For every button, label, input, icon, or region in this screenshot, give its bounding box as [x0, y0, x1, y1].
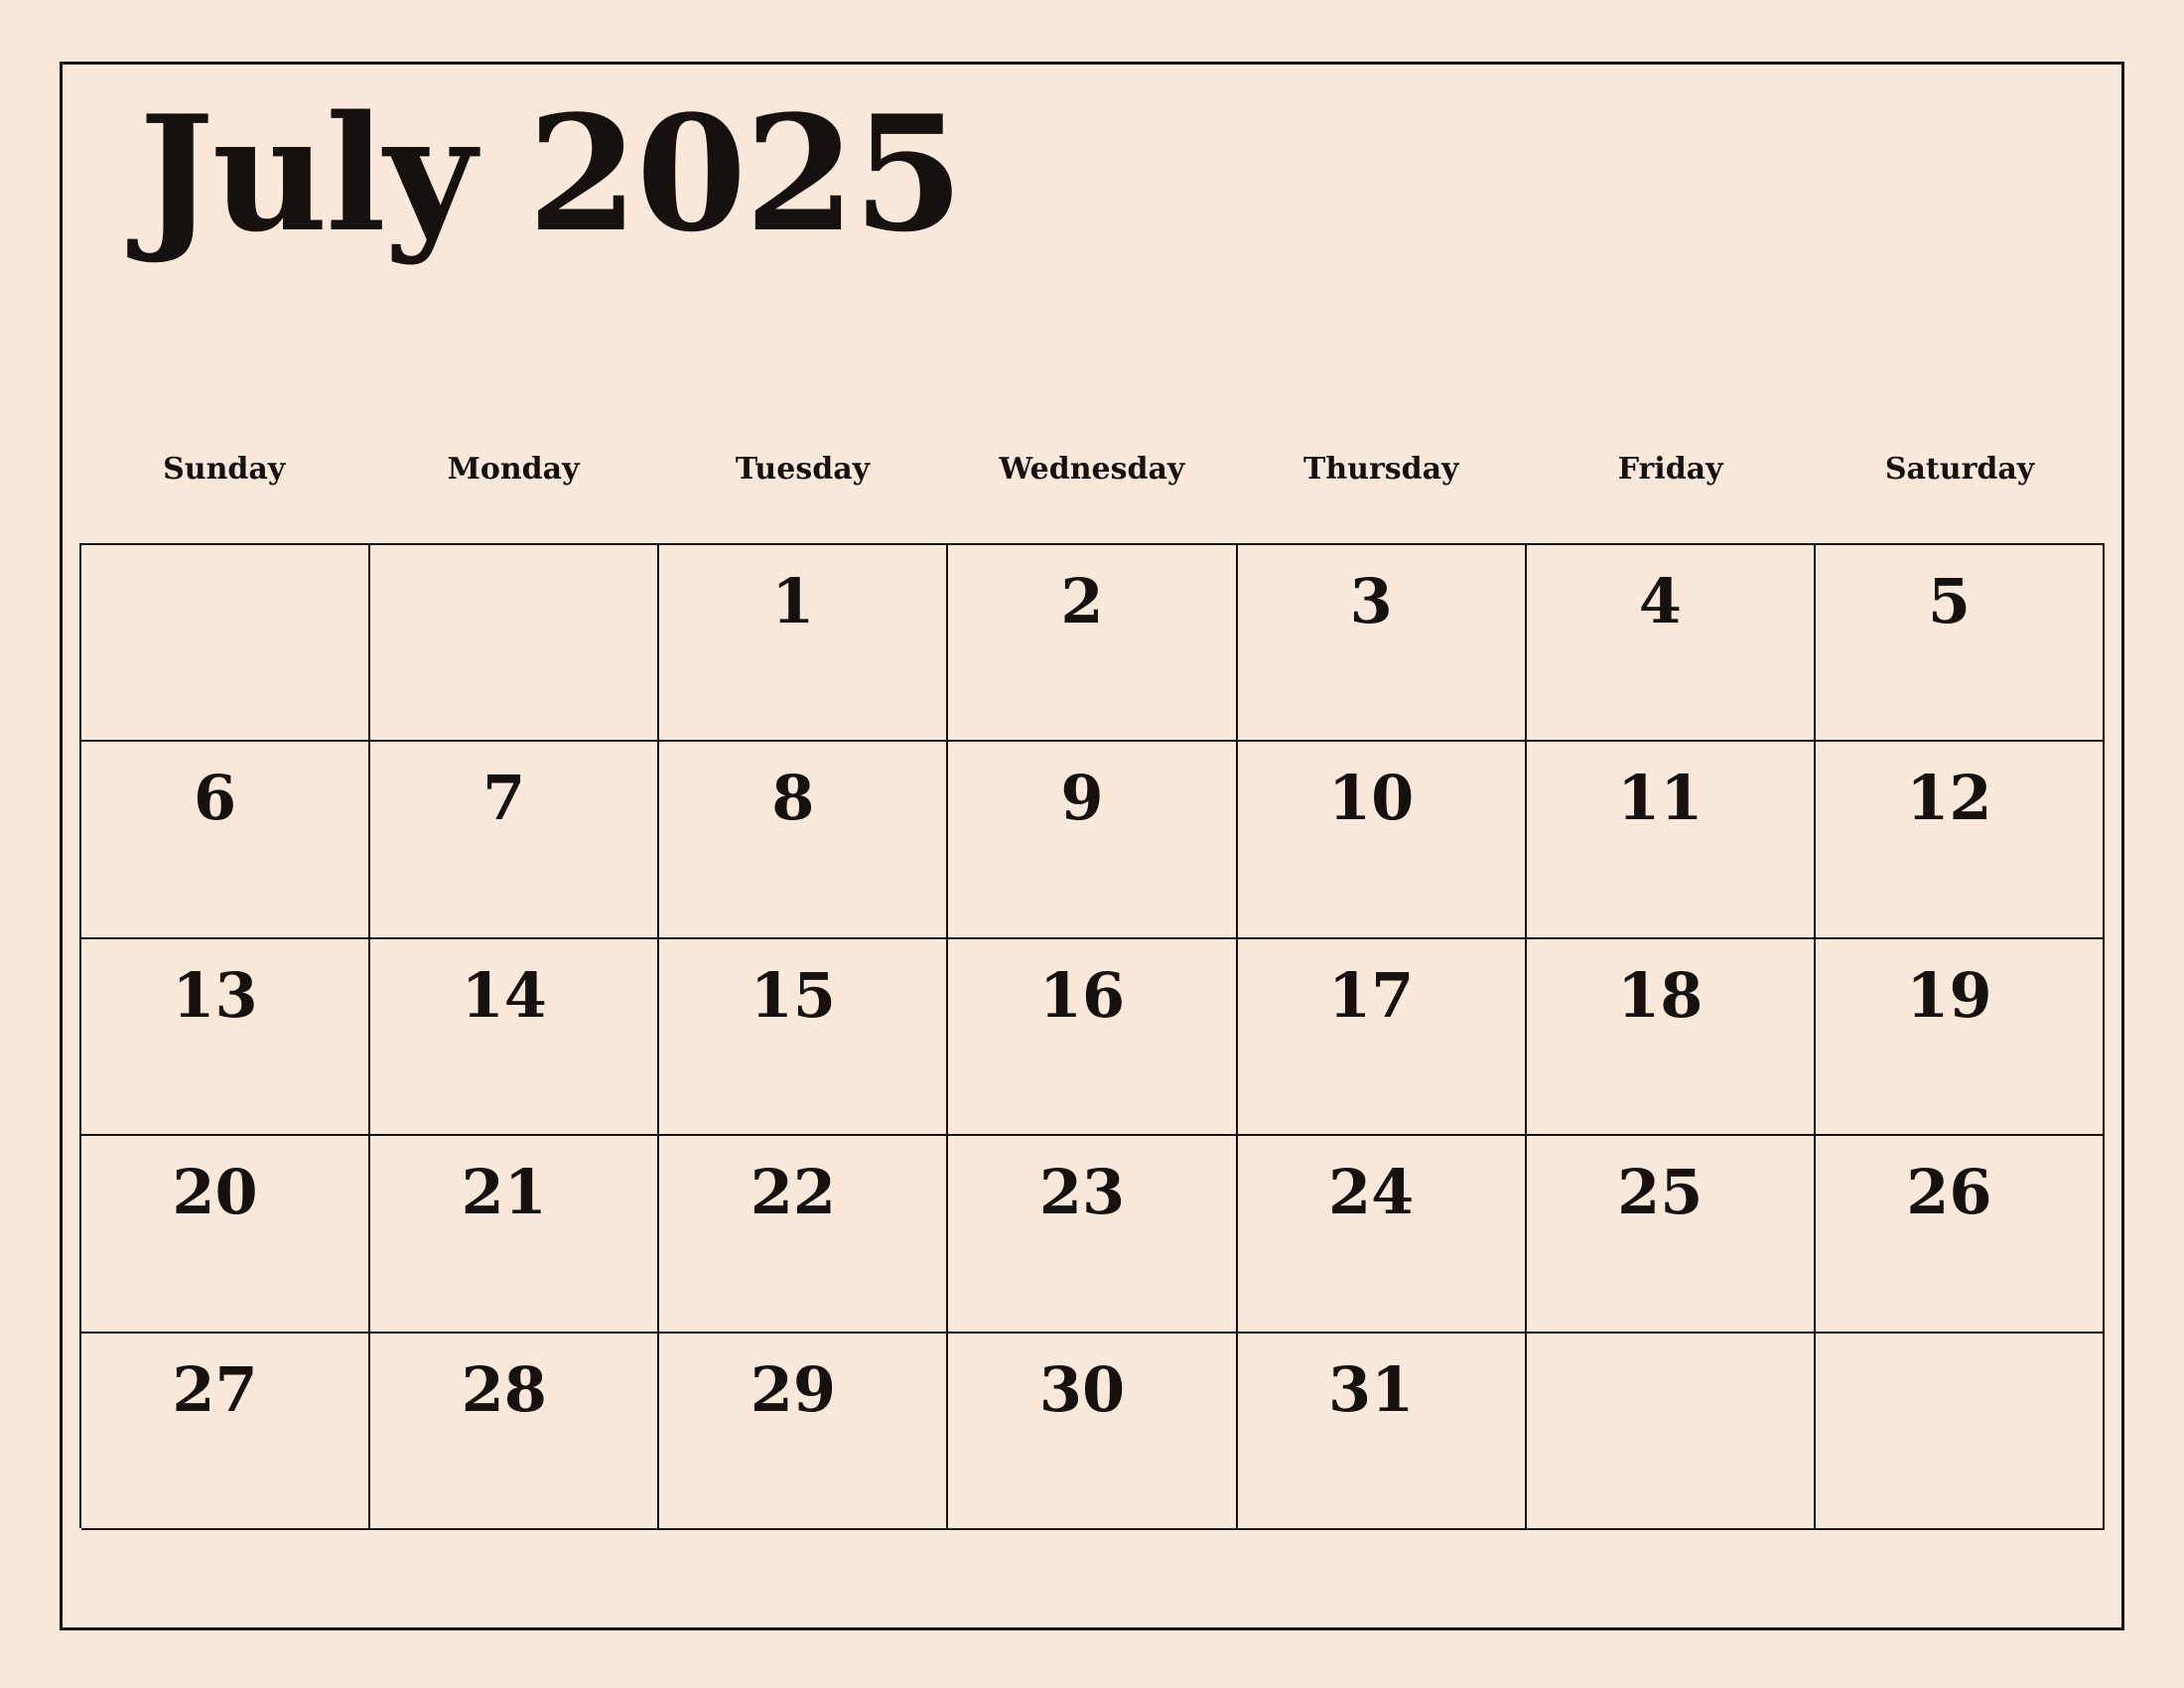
day-cell[interactable]	[370, 939, 659, 1136]
day-number: 5	[1927, 565, 1971, 637]
day-cell[interactable]	[1238, 742, 1527, 938]
day-cell[interactable]	[370, 742, 659, 938]
day-cell[interactable]	[659, 1136, 948, 1333]
day-cell[interactable]	[1816, 545, 2105, 742]
day-number: 25	[1617, 1156, 1704, 1229]
day-number: 29	[750, 1352, 836, 1426]
day-number: 8	[771, 762, 815, 835]
day-number: 18	[1617, 958, 1704, 1032]
day-cell[interactable]	[1238, 939, 1527, 1136]
calendar-grid	[79, 543, 2105, 1528]
day-cell[interactable]	[370, 1136, 659, 1333]
day-number: 6	[194, 762, 237, 835]
day-number: 22	[750, 1156, 836, 1229]
page-title: July 2025	[139, 80, 962, 267]
weekday-header-sunday: Sunday	[163, 452, 286, 487]
day-number: 10	[1327, 762, 1415, 835]
day-cell[interactable]	[1527, 742, 1816, 938]
day-number: 31	[1327, 1352, 1415, 1426]
day-cell[interactable]	[659, 939, 948, 1136]
day-number: 1	[771, 565, 815, 637]
day-number: 17	[1327, 958, 1415, 1032]
day-cell[interactable]	[370, 545, 659, 742]
day-number: 13	[172, 958, 258, 1032]
day-number: 15	[750, 958, 836, 1032]
day-cell[interactable]	[1527, 1334, 1816, 1530]
day-number: 3	[1349, 565, 1393, 637]
day-number: 30	[1038, 1352, 1126, 1426]
day-number: 4	[1638, 565, 1682, 637]
day-cell[interactable]	[81, 939, 370, 1136]
day-number: 27	[172, 1352, 258, 1426]
weekday-header-tuesday: Tuesday	[735, 452, 871, 487]
day-cell[interactable]	[1527, 1136, 1816, 1333]
day-cell[interactable]	[1238, 545, 1527, 742]
day-cell[interactable]	[1527, 545, 1816, 742]
day-cell[interactable]	[948, 1334, 1237, 1530]
weekday-header-friday: Friday	[1617, 452, 1723, 487]
day-cell[interactable]	[81, 545, 370, 742]
day-cell[interactable]	[1816, 1136, 2105, 1333]
day-number: 26	[1906, 1156, 1992, 1229]
day-number: 11	[1617, 762, 1704, 835]
day-cell[interactable]	[81, 1334, 370, 1530]
calendar-week-row	[81, 742, 2105, 938]
calendar-week-row	[81, 939, 2105, 1136]
day-cell[interactable]	[1238, 1136, 1527, 1333]
day-cell[interactable]	[948, 1136, 1237, 1333]
day-number: 19	[1906, 958, 1992, 1032]
day-number: 9	[1060, 762, 1104, 835]
day-number: 21	[461, 1156, 547, 1229]
day-number: 16	[1038, 958, 1126, 1032]
calendar-week-row	[81, 1334, 2105, 1530]
day-number: 7	[482, 762, 526, 835]
weekday-header-saturday: Saturday	[1884, 452, 2035, 487]
day-cell[interactable]	[1816, 742, 2105, 938]
day-cell[interactable]	[1238, 1334, 1527, 1530]
day-number: 28	[461, 1352, 547, 1426]
day-number: 12	[1906, 762, 1992, 835]
day-cell[interactable]	[948, 545, 1237, 742]
day-number: 2	[1060, 565, 1104, 637]
day-number: 14	[461, 958, 547, 1032]
day-number: 23	[1038, 1156, 1126, 1229]
day-cell[interactable]	[659, 1334, 948, 1530]
day-cell[interactable]	[81, 742, 370, 938]
calendar-week-row	[81, 1136, 2105, 1333]
day-cell[interactable]	[659, 742, 948, 938]
weekday-header-wednesday: Wednesday	[999, 452, 1185, 487]
day-cell[interactable]	[1816, 1334, 2105, 1530]
day-cell[interactable]	[81, 1136, 370, 1333]
weekday-header-row	[79, 452, 2105, 487]
day-cell[interactable]	[1816, 939, 2105, 1136]
day-number: 24	[1327, 1156, 1415, 1229]
day-number: 20	[172, 1156, 258, 1229]
day-cell[interactable]	[948, 939, 1237, 1136]
day-cell[interactable]	[948, 742, 1237, 938]
calendar-week-row	[81, 545, 2105, 742]
day-cell[interactable]	[1527, 939, 1816, 1136]
day-cell[interactable]	[370, 1334, 659, 1530]
weekday-header-thursday: Thursday	[1303, 452, 1459, 487]
day-cell[interactable]	[659, 545, 948, 742]
weekday-header-monday: Monday	[447, 452, 580, 487]
